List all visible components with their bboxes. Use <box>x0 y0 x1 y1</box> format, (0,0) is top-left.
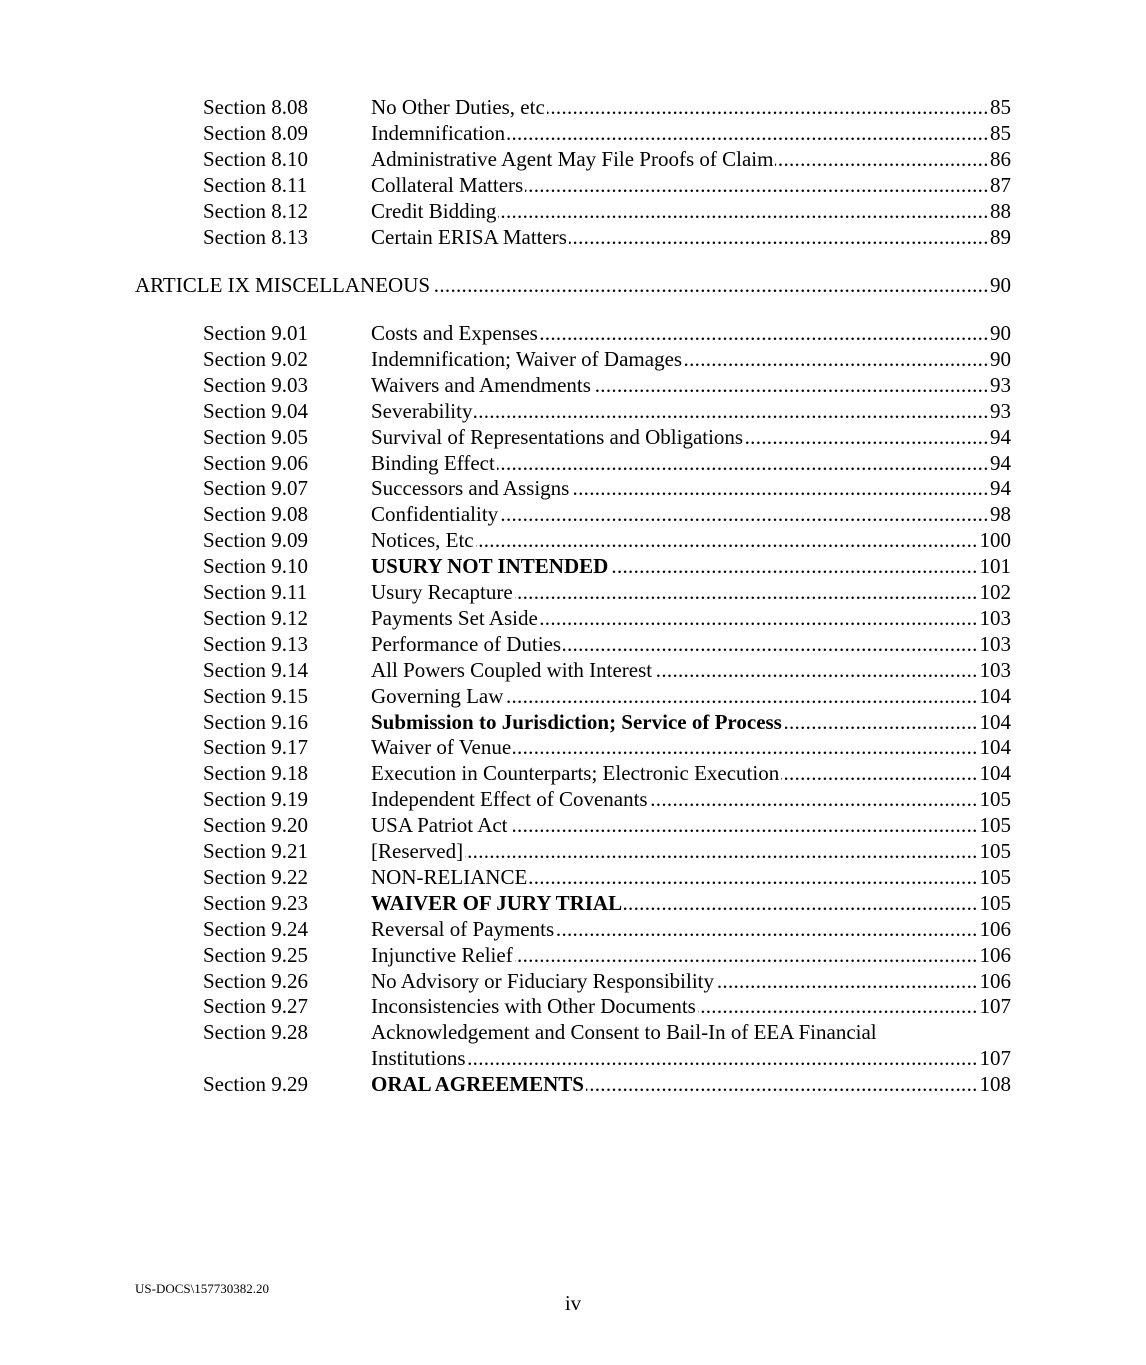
toc-section-number: Section 8.11 <box>203 173 308 197</box>
toc-section-number: Section 9.20 <box>203 813 308 837</box>
toc-section-number: Section 8.12 <box>203 199 308 223</box>
toc-section-number: Section 9.19 <box>203 787 308 811</box>
toc-section-title: Administrative Agent May File Proofs of Claim <box>371 147 774 171</box>
toc-section-title: Inconsistencies with Other Documents <box>371 994 696 1018</box>
toc-section-number: Section 9.03 <box>203 373 308 397</box>
toc-page-number: 88 <box>990 199 1011 223</box>
toc-entry[interactable] <box>203 424 1011 450</box>
toc-section-title: Performance of Duties <box>371 632 562 656</box>
toc-page-number: 107 <box>979 1046 1011 1070</box>
toc-entry[interactable] <box>203 1071 1011 1097</box>
toc-section-title-continued: Institutions <box>371 1046 466 1070</box>
toc-section-title: Indemnification <box>371 121 506 145</box>
toc-section-number: Section 9.05 <box>203 425 308 449</box>
toc-page-number: 85 <box>990 121 1011 145</box>
toc-section-number: Section 9.23 <box>203 891 308 915</box>
toc-entry[interactable] <box>203 683 1011 709</box>
toc-section-number: Section 9.02 <box>203 347 308 371</box>
toc-article-title: ARTICLE IX MISCELLANEOUS <box>135 273 431 297</box>
toc-section-number: Section 9.26 <box>203 969 308 993</box>
toc-page-number: 106 <box>979 943 1011 967</box>
toc-section-title: Waiver of Venue <box>371 735 512 759</box>
toc-section-number: Section 9.10 <box>203 554 308 578</box>
toc-section-number: Section 9.22 <box>203 865 308 889</box>
toc-section-title: Binding Effect <box>371 451 495 475</box>
toc-section-number: Section 8.09 <box>203 121 308 145</box>
toc-title-line <box>371 320 1011 346</box>
toc-entry[interactable] <box>203 631 1011 657</box>
toc-title-line <box>371 372 1011 398</box>
toc-page-number: 94 <box>990 425 1011 449</box>
toc-section-title: Independent Effect of Covenants <box>371 787 648 811</box>
toc-page-number: 104 <box>979 761 1011 785</box>
toc-section-number: Section 9.27 <box>203 994 308 1018</box>
toc-section-number: Section 9.17 <box>203 735 308 759</box>
toc-title-line <box>371 346 1011 372</box>
toc-entry[interactable] <box>203 475 1011 501</box>
toc-section-title: Execution in Counterparts; Electronic Execution <box>371 761 780 785</box>
toc-page-number: 104 <box>979 710 1011 734</box>
toc-title-line <box>371 968 1011 994</box>
toc-entry[interactable] <box>203 224 1011 250</box>
toc-section-title: Payments Set Aside <box>371 606 538 630</box>
toc-entry[interactable] <box>203 657 1011 683</box>
toc-entry[interactable] <box>203 993 1011 1019</box>
toc-entry[interactable] <box>203 942 1011 968</box>
toc-title-line <box>371 146 1011 172</box>
toc-entry[interactable] <box>203 838 1011 864</box>
toc-page-number: 101 <box>979 554 1011 578</box>
toc-title-line <box>371 657 1011 683</box>
toc-title-line <box>371 864 1011 890</box>
toc-title-line <box>371 172 1011 198</box>
toc-entry[interactable] <box>203 553 1011 579</box>
toc-page-number: 90 <box>990 321 1011 345</box>
toc-entry[interactable] <box>203 760 1011 786</box>
toc-section-title: Collateral Matters <box>371 173 524 197</box>
toc-title-line <box>371 527 1011 553</box>
toc-page-number: 89 <box>990 225 1011 249</box>
toc-title-line <box>371 579 1011 605</box>
toc-section-title: No Other Duties, etc <box>371 95 545 119</box>
toc-page-number: 106 <box>979 969 1011 993</box>
toc-title-line <box>371 942 1011 968</box>
toc-section-number: Section 9.15 <box>203 684 308 708</box>
toc-page-number: 90 <box>990 347 1011 371</box>
toc-title-line <box>371 501 1011 527</box>
toc-page-number: 94 <box>990 451 1011 475</box>
toc-section-title: Successors and Assigns <box>371 476 570 500</box>
dot-leader <box>371 838 1011 864</box>
toc-section-title: Governing Law <box>371 684 504 708</box>
toc-title-line <box>371 993 1011 1019</box>
toc-section-title: Confidentiality <box>371 502 499 526</box>
toc-section-title: [Reserved] <box>371 839 464 863</box>
toc-section-title: Reversal of Payments <box>371 917 555 941</box>
toc-page-number: 103 <box>979 632 1011 656</box>
toc-section-title: Injunctive Relief <box>371 943 513 967</box>
toc-page-number: 87 <box>990 173 1011 197</box>
toc-title-line <box>371 734 1011 760</box>
toc-entry[interactable] <box>203 709 1011 735</box>
toc-section-title: Waivers and Amendments <box>371 373 591 397</box>
toc-section-number: Section 8.10 <box>203 147 308 171</box>
toc-entry[interactable] <box>203 172 1011 198</box>
toc-page-number: 104 <box>979 735 1011 759</box>
toc-title-line <box>371 838 1011 864</box>
toc-entry[interactable] <box>203 398 1011 424</box>
toc-page-number: 105 <box>979 865 1011 889</box>
toc-page-number: 103 <box>979 658 1011 682</box>
toc-title-line <box>371 890 1011 916</box>
toc-title-line <box>371 916 1011 942</box>
toc-section-title: Credit Bidding <box>371 199 497 223</box>
toc-entry[interactable] <box>203 320 1011 346</box>
toc-section-number: Section 9.11 <box>203 580 308 604</box>
toc-title-line <box>371 631 1011 657</box>
toc-entry[interactable] <box>203 146 1011 172</box>
toc-entry[interactable] <box>203 1019 1011 1045</box>
toc-page-number: 90 <box>990 273 1011 297</box>
toc-section-number: Section 9.06 <box>203 451 308 475</box>
toc-title-line <box>371 760 1011 786</box>
toc-entry[interactable] <box>203 120 1011 146</box>
toc-title-line <box>371 1045 1011 1071</box>
toc-section-title: Notices, Etc <box>371 528 474 552</box>
toc-title-line <box>371 424 1011 450</box>
toc-page-number: 104 <box>979 684 1011 708</box>
page-number: iv <box>564 1291 582 1315</box>
toc-page-number: 105 <box>979 839 1011 863</box>
toc-page-number: 107 <box>979 994 1011 1018</box>
toc-section-title: USA Patriot Act <box>371 813 508 837</box>
toc-entry[interactable] <box>203 372 1011 398</box>
toc-section-number: Section 9.21 <box>203 839 308 863</box>
toc-page-number: 106 <box>979 917 1011 941</box>
toc-section-title: Submission to Jurisdiction; Service of Process <box>371 710 782 734</box>
toc-section-title: Costs and Expenses <box>371 321 538 345</box>
toc-entry[interactable] <box>203 968 1011 994</box>
toc-title-line <box>371 683 1011 709</box>
toc-section-title: Certain ERISA Matters <box>371 225 567 249</box>
toc-section-number: Section 9.12 <box>203 606 308 630</box>
toc-article-entry[interactable] <box>135 272 1011 298</box>
toc-section-number: Section 9.29 <box>203 1072 308 1096</box>
toc-section-title: NON-RELIANCE <box>371 865 528 889</box>
toc-title-line <box>371 198 1011 224</box>
toc-entry[interactable] <box>203 890 1011 916</box>
toc-title-line <box>371 450 1011 476</box>
toc-title-line <box>371 475 1011 501</box>
toc-section-number: Section 8.08 <box>203 95 308 119</box>
document-id: US-DOCS\157730382.20 <box>135 1281 269 1296</box>
toc-section-number: Section 8.13 <box>203 225 308 249</box>
toc-title-line <box>371 812 1011 838</box>
toc-page-number: 105 <box>979 813 1011 837</box>
toc-entry[interactable] <box>203 605 1011 631</box>
toc-section-title: Survival of Representations and Obligations <box>371 425 744 449</box>
toc-section-number: Section 9.25 <box>203 943 308 967</box>
toc-title-line <box>371 553 1011 579</box>
toc-section-number: Section 9.08 <box>203 502 308 526</box>
toc-page-number: 105 <box>979 891 1011 915</box>
toc-page-number: 86 <box>990 147 1011 171</box>
toc-title-line <box>371 224 1011 250</box>
toc-section-number: Section 9.04 <box>203 399 308 423</box>
toc-page-number: 108 <box>979 1072 1011 1096</box>
toc-entry[interactable] <box>203 916 1011 942</box>
toc-page-number: 102 <box>979 580 1011 604</box>
toc-section-title: No Advisory or Fiduciary Responsibility <box>371 969 714 993</box>
toc-section-title: All Powers Coupled with Interest <box>371 658 653 682</box>
toc-entry[interactable] <box>203 94 1011 120</box>
toc-entry[interactable] <box>203 346 1011 372</box>
toc-title-line <box>371 94 1011 120</box>
toc-page-number: 100 <box>979 528 1011 552</box>
toc-title-line <box>371 709 1011 735</box>
toc-title-line <box>371 786 1011 812</box>
toc-page-number: 98 <box>990 502 1011 526</box>
toc-section-number: Section 9.13 <box>203 632 308 656</box>
toc-entry[interactable] <box>203 501 1011 527</box>
toc-entry[interactable] <box>203 812 1011 838</box>
toc-entry[interactable] <box>203 527 1011 553</box>
toc-section-number: Section 9.01 <box>203 321 308 345</box>
toc-section-title: USURY NOT INTENDED <box>371 554 609 578</box>
toc-entry[interactable] <box>203 450 1011 476</box>
toc-section-number: Section 9.09 <box>203 528 308 552</box>
toc-page-number: 93 <box>990 399 1011 423</box>
toc-entry-continuation[interactable] <box>203 1045 1011 1071</box>
toc-page-number: 105 <box>979 787 1011 811</box>
toc-page-number: 93 <box>990 373 1011 397</box>
toc-section-title: Severability <box>371 399 473 423</box>
toc-entry[interactable] <box>203 198 1011 224</box>
toc-section-number: Section 9.18 <box>203 761 308 785</box>
toc-section-number: Section 9.16 <box>203 710 308 734</box>
toc-section-title: WAIVER OF JURY TRIAL <box>371 891 623 915</box>
toc-title-line <box>371 120 1011 146</box>
toc-section-number: Section 9.24 <box>203 917 308 941</box>
toc-section-number: Section 9.28 <box>203 1020 308 1044</box>
toc-entry[interactable] <box>203 579 1011 605</box>
toc-title-line <box>135 272 1011 298</box>
toc-section-title: Indemnification; Waiver of Damages <box>371 347 683 371</box>
toc-page-number: 103 <box>979 606 1011 630</box>
toc-entry[interactable] <box>203 734 1011 760</box>
toc-section-number: Section 9.14 <box>203 658 308 682</box>
toc-page-number: 94 <box>990 476 1011 500</box>
toc-entry[interactable] <box>203 786 1011 812</box>
toc-section-title: Acknowledgement and Consent to Bail-In of EEA Financial <box>371 1020 877 1044</box>
toc-section-title: Usury Recapture <box>371 580 513 604</box>
toc-section-number: Section 9.07 <box>203 476 308 500</box>
toc-entry[interactable] <box>203 864 1011 890</box>
toc-title-line <box>371 605 1011 631</box>
toc-page-number: 85 <box>990 95 1011 119</box>
toc-title-line <box>371 398 1011 424</box>
toc-section-title: ORAL AGREEMENTS <box>371 1072 584 1096</box>
toc-title-line <box>371 1071 1011 1097</box>
